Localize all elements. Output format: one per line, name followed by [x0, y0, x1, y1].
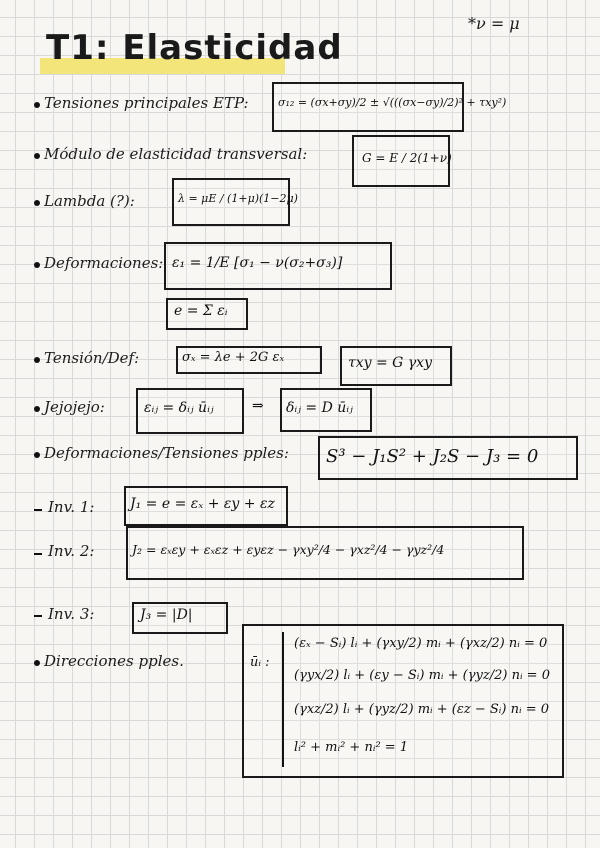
direcciones-eq3: (γxz/2) lᵢ + (γyz/2) mᵢ + (εz − Sᵢ) nᵢ = 0 — [294, 702, 549, 717]
system-brace — [282, 632, 292, 767]
deformaciones-label: Deformaciones: — [44, 254, 164, 272]
ejemplo-formula2: δᵢⱼ = D ūᵢⱼ — [286, 400, 353, 416]
bullet — [34, 200, 40, 206]
ejemplo-formula: εᵢⱼ = δᵢⱼ ūᵢⱼ — [144, 400, 214, 416]
deformaciones-formula: ε₁ = 1/E [σ₁ − ν(σ₂+σ₃)] — [172, 255, 343, 271]
tension-def-formula: σₓ = λe + 2G εₓ — [182, 350, 285, 365]
dash — [34, 553, 42, 555]
direcciones-eq4: lᵢ² + mᵢ² + nᵢ² = 1 — [294, 740, 409, 755]
tension-def-label: Tensión/Def: — [44, 349, 140, 367]
def-tens-pples-formula: S³ − J₁S² + J₂S − J₃ = 0 — [326, 446, 539, 467]
inv3-label: Inv. 3: — [48, 605, 95, 623]
ejemplo-label: Jejojejo: — [44, 398, 105, 416]
bullet — [34, 262, 40, 268]
inv2-label: Inv. 2: — [48, 542, 95, 560]
direcciones-eq1: (εₓ − Sᵢ) lᵢ + (γxy/2) mᵢ + (γxz/2) nᵢ = 0 — [294, 636, 548, 651]
tensiones-label: Tensiones principales ETP: — [44, 94, 249, 112]
direcciones-label: Direcciones pples. — [44, 652, 184, 670]
inv1-label: Inv. 1: — [48, 498, 95, 516]
dash — [34, 509, 42, 511]
tensiones-formula: σ₁₂ = (σx+σy)/2 ± √(((σx−σy)/2)² + τxy²) — [278, 96, 507, 109]
modulo-formula: G = E / 2(1+ν) — [362, 151, 452, 165]
tension-def-formula2: τxy = G γxy — [348, 355, 432, 371]
bullet — [34, 102, 40, 108]
bullet — [34, 660, 40, 666]
bullet — [34, 452, 40, 458]
direcciones-prefix: ūᵢ : — [250, 655, 270, 670]
bullet — [34, 406, 40, 412]
inv3-formula: J₃ = |D| — [140, 607, 193, 623]
bullet — [34, 357, 40, 363]
lambda-label: Lambda (?): — [44, 192, 135, 210]
direcciones-eq2: (γyx/2) lᵢ + (εy − Sᵢ) mᵢ + (γyz/2) nᵢ = 0 — [294, 668, 550, 683]
page-title: T1: Elasticidad — [46, 28, 343, 68]
lambda-formula: λ = μE / (1+μ)(1−2μ) — [178, 192, 298, 205]
corner-note: *ν = μ — [468, 14, 520, 33]
bullet — [34, 153, 40, 159]
inv2-formula: J₂ = εₓεy + εₓεz + εyεz − γxy²/4 − γxz²/4 − γyz²/4 — [132, 542, 445, 557]
modulo-label: Módulo de elasticidad transversal: — [44, 145, 308, 163]
ejemplo-arrow: ⇒ — [252, 398, 264, 414]
def-tens-pples-label: Deformaciones/Tensiones pples: — [44, 444, 289, 462]
dash — [34, 615, 42, 617]
deformaciones-sum: e = Σ εᵢ — [174, 303, 228, 319]
inv1-formula: J₁ = e = εₓ + εy + εz — [130, 496, 275, 512]
